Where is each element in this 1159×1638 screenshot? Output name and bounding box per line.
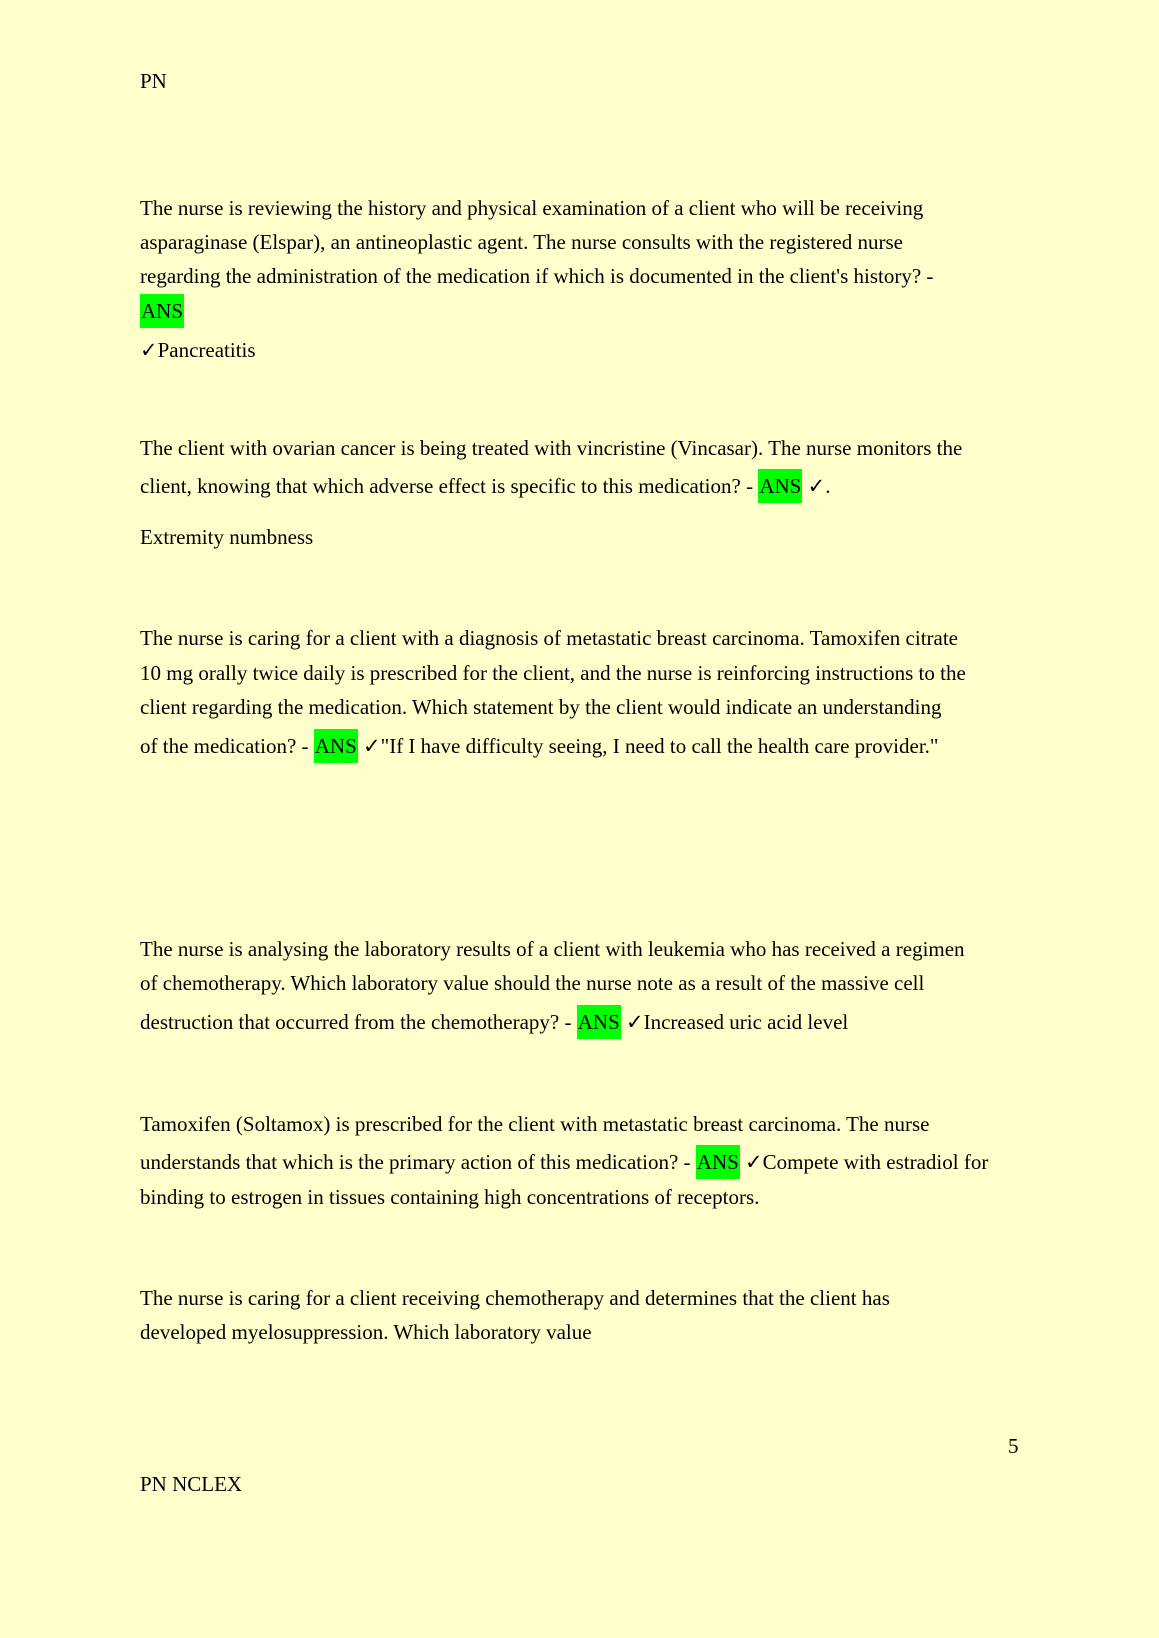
question-line: 10 mg orally twice daily is prescribed for the client, and the nurse is reinforcing instructions to the xyxy=(140,661,966,685)
question-text: client, knowing that which adverse effect is specific to this medication? - xyxy=(140,474,754,498)
ans-highlight-label: ANS xyxy=(314,729,358,763)
answer-label-line xyxy=(140,294,184,328)
answer-text: ✓Increased uric acid level xyxy=(626,1010,849,1034)
question-line: The nurse is analysing the laboratory results of a client with leukemia who has received a regimen xyxy=(140,937,965,961)
question-line: The nurse is caring for a client with a diagnosis of metastatic breast carcinoma. Tamoxifen citrate xyxy=(140,626,959,650)
question-line: regarding the administration of the medication if which is documented in the client's history? - xyxy=(140,264,934,288)
question-line: The client with ovarian cancer is being treated with vincristine (Vincasar). The nurse monitors the xyxy=(140,436,963,460)
question-line-with-answer xyxy=(140,1145,988,1179)
question-line: client regarding the medication. Which statement by the client would indicate an understanding xyxy=(140,695,942,719)
question-text: understands that which is the primary action of this medication? - xyxy=(140,1150,691,1174)
question-line-with-answer xyxy=(140,1005,848,1039)
page-footer-label: PN NCLEX xyxy=(140,1472,243,1496)
ans-highlight-label: ANS xyxy=(140,294,184,328)
ans-highlight-label: ANS xyxy=(577,1005,621,1039)
question-line: developed myelosuppression. Which laboratory value xyxy=(140,1320,592,1344)
ans-highlight-label: ANS xyxy=(696,1145,740,1179)
page-header-title: PN xyxy=(140,69,167,93)
question-line: The nurse is reviewing the history and physical examination of a client who will be receiving xyxy=(140,196,924,220)
answer-text: ✓. xyxy=(807,474,831,498)
answer-text-continued: Extremity numbness xyxy=(140,525,314,549)
ans-highlight-label: ANS xyxy=(758,469,802,503)
question-line-with-answer xyxy=(140,469,830,503)
page-number: 5 xyxy=(1008,1434,1019,1458)
answer-text-continued: binding to estrogen in tissues containing high concentrations of receptors. xyxy=(140,1185,760,1209)
question-line-with-answer xyxy=(140,729,939,763)
answer-text: ✓"If I have difficulty seeing, I need to call the health care provider." xyxy=(363,734,939,758)
question-line: The nurse is caring for a client receiving chemotherapy and determines that the client has xyxy=(140,1286,890,1310)
question-line: asparaginase (Elspar), an antineoplastic agent. The nurse consults with the registered nurse xyxy=(140,230,903,254)
question-line: Tamoxifen (Soltamox) is prescribed for the client with metastatic breast carcinoma. The nurse xyxy=(140,1112,930,1136)
question-text: of the medication? - xyxy=(140,734,309,758)
answer-text: ✓Compete with estradiol for xyxy=(745,1150,989,1174)
question-line: of chemotherapy. Which laboratory value should the nurse note as a result of the massive cell xyxy=(140,971,925,995)
question-text: destruction that occurred from the chemotherapy? - xyxy=(140,1010,572,1034)
answer-text: ✓Pancreatitis xyxy=(140,338,256,362)
